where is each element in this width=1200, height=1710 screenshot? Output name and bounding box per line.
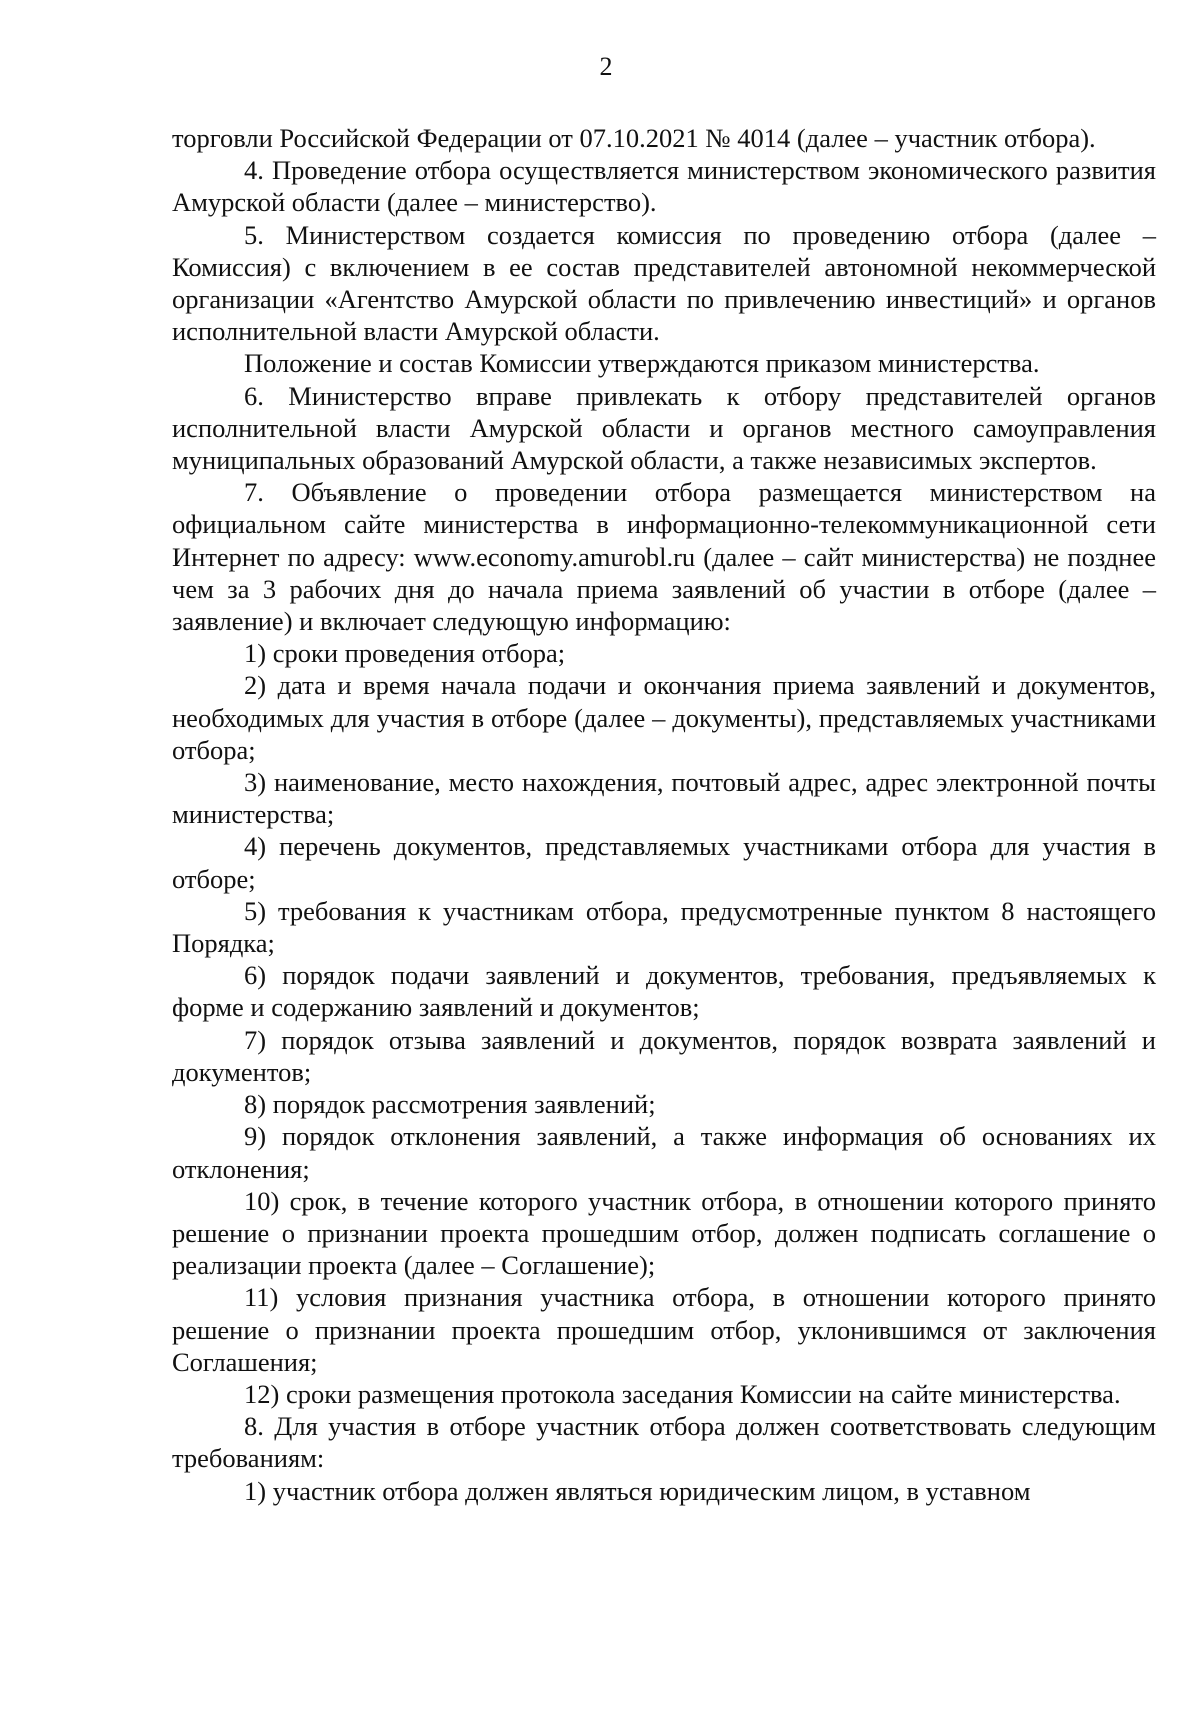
list-item-7-6: 6) порядок подачи заявлений и документов, требования, предъявляемых к форме и содержанию заявлений и документов; — [172, 960, 1156, 1023]
list-item-8-1: 1) участник отбора должен являться юридическим лицом, в уставном — [244, 1475, 1031, 1506]
list-item-7-4: 4) перечень документов, представляемых участниками отбора для участия в отборе; — [172, 831, 1156, 894]
list-item-7-5: 5) требования к участникам отбора, предусмотренные пунктом 8 настоящего Порядка; — [172, 895, 1156, 959]
paragraph-item-5: 5. Министерством создается комиссия по проведению отбора (далее – Комиссия) с включением в ее состав представителей автономной некоммерческой организации «Агентство Амурской области по привлечению инвестиций» и органов исполнительной власти Амурской области. — [172, 219, 1156, 347]
list-item-7-9: 9) порядок отклонения заявлений, а также информация об основаниях их отклонения; — [172, 1121, 1156, 1184]
page-number: 2 — [599, 52, 613, 81]
list-item-7-8: 8) порядок рассмотрения заявлений; — [244, 1089, 656, 1120]
paragraph-item-7: 7. Объявление о проведении отбора размещается министерством на официальном сайте министерства в информационно-телекоммуникационной сети Интернет по адресу: www.economy.amurobl.ru (далее – сайт министерства) не позднее чем за 3 рабочих дня до начала приема заявлений об участии в отборе (далее – заявление) и включает следующую информацию: — [172, 477, 1156, 637]
document-body — [172, 122, 1156, 1507]
paragraph-item-8: 8. Для участия в отборе участник отбора должен соответствовать следующим требованиям: — [172, 1411, 1156, 1474]
list-item-7-1: 1) сроки проведения отбора; — [244, 638, 566, 669]
list-item-7-11: 11) условия признания участника отбора, в отношении которого принято решение о признании проекта прошедшим отбор, уклонившимся от заключения Соглашения; — [172, 1282, 1156, 1377]
paragraph-item-6: 6. Министерство вправе привлекать к отбору представителей органов исполнительной власти Амурской области и органов местного самоуправления муниципальных образований Амурской области, а также независимых экспертов. — [172, 380, 1156, 476]
list-item-7-3: 3) наименование, место нахождения, почтовый адрес, адрес электронной почты министерства; — [172, 767, 1156, 830]
paragraph-item-4: 4. Проведение отбора осуществляется министерством экономического развития Амурской области (далее – министерство). — [172, 155, 1156, 218]
list-item-7-7: 7) порядок отзыва заявлений и документов, порядок возврата заявлений и документов; — [172, 1024, 1156, 1087]
paragraph-continuation: торговли Российской Федерации от 07.10.2021 № 4014 (далее – участник отбора). — [172, 123, 1096, 153]
list-item-7-10: 10) срок, в течение которого участник отбора, в отношении которого принято решение о признании проекта прошедшим отбор, должен подписать соглашение о реализации проекта (далее – Соглашение); — [172, 1185, 1156, 1281]
list-item-7-12: 12) сроки размещения протокола заседания Комиссии на сайте министерства. — [244, 1378, 1121, 1409]
list-item-7-2: 2) дата и время начала подачи и окончания приема заявлений и документов, необходимых для участия в отборе (далее – документы), представляемых участниками отбора; — [172, 670, 1156, 765]
paragraph-commission-statute: Положение и состав Комиссии утверждаются приказом министерства. — [244, 348, 1040, 379]
